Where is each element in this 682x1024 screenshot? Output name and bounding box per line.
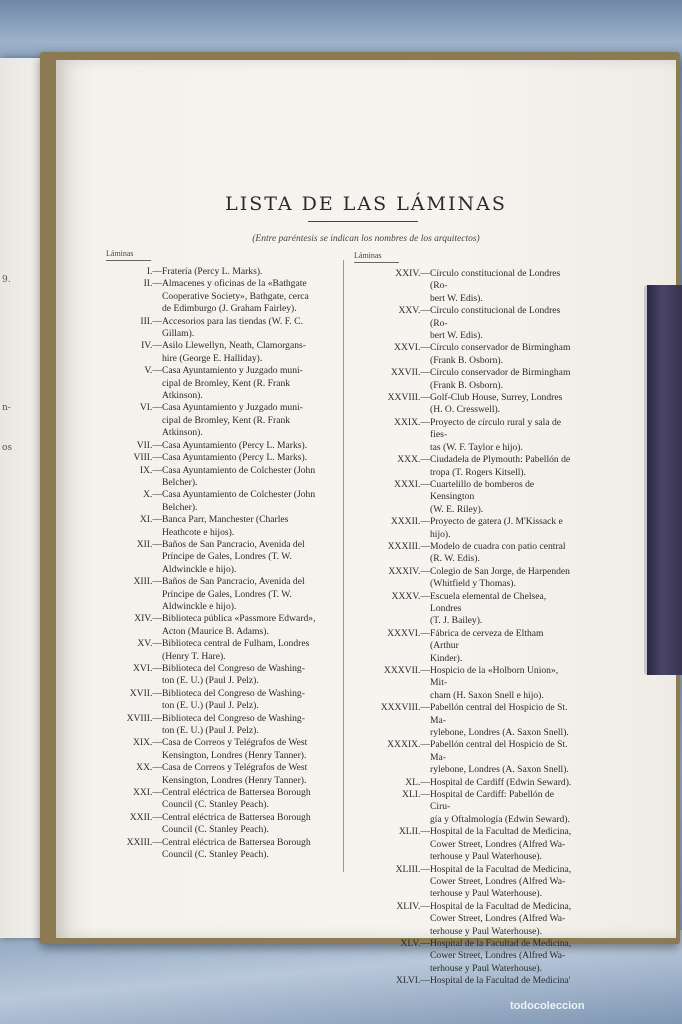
plate-entry: [352, 826, 574, 863]
plate-description-line: (Whitfield y Thomas).: [430, 578, 516, 590]
plate-entry: [352, 268, 574, 305]
plate-description-line: ton (E. U.) (Paul J. Pelz).: [162, 725, 259, 737]
plate-description: [162, 266, 336, 278]
plate-description: [162, 365, 336, 402]
left-plate-list: [104, 266, 336, 862]
plate-description-line: Asilo Llewellyn, Neath, Clamorgans-: [162, 340, 306, 352]
plate-description-line: Casa de Correos y Telégrafos de West: [162, 762, 308, 774]
plate-description-line: Council (C. Stanley Peach).: [162, 824, 269, 836]
plate-description-line: Central eléctrica de Battersea Borough: [162, 836, 311, 848]
plate-description-line: Casa Ayuntamiento (Percy L. Marks).: [162, 452, 308, 464]
left-page-fragment: os: [2, 443, 13, 453]
plate-number: XLVI.—: [395, 975, 430, 987]
plate-number: XXV.—: [398, 305, 430, 317]
plate-number: VII.—: [136, 439, 162, 451]
plate-description-line: Hospital de la Facultad de Medicina,: [430, 937, 572, 949]
plate-description: [430, 342, 574, 367]
plate-description-line: Hospital de Cardiff (Edwin Seward).: [430, 776, 572, 788]
plate-description: [162, 576, 336, 613]
plate-number: XXVIII.—: [387, 392, 430, 404]
plate-number: XLI.—: [402, 789, 430, 801]
plate-entry: [104, 613, 336, 638]
plate-number: XXXI.—: [394, 478, 430, 490]
plate-description-line: Hospital de Cardiff: Pabellón de Ciru-: [430, 789, 554, 813]
plate-number: XV.—: [137, 638, 162, 650]
plate-number: XIV.—: [134, 613, 162, 625]
plate-description-line: Biblioteca pública «Passmore Edward»,: [162, 613, 316, 625]
plate-description-line: Heathcote e hijos).: [162, 526, 235, 538]
page-marker-tab: [644, 285, 682, 675]
plate-description: [430, 417, 574, 454]
plate-description-line: Círculo constitucional de Londres (Ro-: [430, 268, 561, 292]
plate-description-line: cipal de Bromley, Kent (R. Frank: [162, 414, 291, 426]
plate-description-line: Baños de San Pancracio, Avenida del: [162, 538, 305, 550]
plate-description-line: Príncipe de Gales, Londres (T. W.: [162, 551, 292, 563]
plate-entry: [104, 539, 336, 576]
plate-description: [162, 316, 336, 341]
plate-description-line: rylebone, Londres (A. Saxon Snell).: [430, 764, 569, 776]
plate-description-line: ton (E. U.) (Paul J. Pelz).: [162, 675, 259, 687]
plate-description-line: Casa Ayuntamiento de Colchester (John: [162, 489, 316, 501]
column-heading-rule: [106, 260, 151, 261]
plate-number: XLIV.—: [396, 900, 430, 912]
plate-number: XXX.—: [397, 454, 430, 466]
plate-description-line: bert W. Edis).: [430, 292, 483, 304]
plate-description-line: Banca Parr, Manchester (Charles: [162, 514, 289, 526]
plate-description-line: Modelo de cuadra con patio central: [430, 540, 566, 552]
plate-number: XXVII.—: [390, 367, 430, 379]
plate-description: [430, 268, 574, 305]
plate-description: [162, 465, 336, 490]
plate-description-line: hire (George E. Halliday).: [162, 352, 263, 364]
plate-number: III.—: [140, 315, 162, 327]
plate-description-line: Círculo constitucional de Londres (Ro-: [430, 305, 561, 329]
plate-entry: [104, 465, 336, 490]
plate-description: [430, 628, 574, 665]
plate-number: XIX.—: [132, 737, 162, 749]
plate-description-line: Biblioteca del Congreso de Washing-: [162, 712, 305, 724]
plate-description-line: Cower Street, Londres (Alfred Wa-: [430, 913, 566, 925]
plate-description-line: Golf-Club House, Surrey, Londres: [430, 392, 563, 404]
plate-description-line: Fábrica de cerveza de Eltham (Arthur: [430, 627, 544, 652]
plate-description: [430, 665, 574, 702]
plate-description-line: Príncipe de Gales, Londres (T. W.: [162, 588, 292, 600]
plate-number: VI.—: [139, 402, 162, 414]
plate-description-line: Casa Ayuntamiento (Percy L. Marks).: [162, 439, 308, 451]
plate-description-line: Central eléctrica de Battersea Borough: [162, 811, 311, 823]
plate-description-line: Pabellón central del Hospicio de St. Ma-: [430, 702, 568, 726]
plate-description-line: Belcher).: [162, 476, 198, 488]
plate-description-line: Hospicio de la «Holborn Union», Mit-: [430, 665, 559, 689]
plate-number: XXII.—: [129, 811, 162, 823]
plate-number: XXXVII.—: [383, 665, 430, 676]
plate-description-line: tropa (T. Rogers Kitsell).: [430, 466, 527, 478]
plate-description: [430, 566, 574, 591]
plate-description-line: (T. J. Bailey).: [430, 615, 483, 627]
plate-description-line: terhouse y Paul Waterhouse).: [430, 962, 543, 974]
plate-entry: [352, 479, 574, 516]
plate-entry: [104, 402, 336, 439]
plate-description-line: Cower Street, Londres (Alfred Wa-: [430, 838, 566, 850]
plate-description-line: Hospital de la Facultad de Medicina,: [430, 863, 572, 875]
plate-description: [162, 340, 336, 365]
plate-description-line: cipal de Bromley, Kent (R. Frank: [162, 377, 291, 389]
plate-description-line: Círculo conservador de Birmingham: [430, 367, 571, 379]
plate-number: II.—: [143, 278, 162, 290]
page-subtitle: (Entre paréntesis se indican los nombres de los arquitectos): [252, 234, 480, 244]
plate-entry: [104, 688, 336, 713]
plate-entry: [352, 591, 574, 628]
plate-number: XLV.—: [400, 937, 430, 949]
plate-entry: [104, 440, 336, 452]
plate-description-line: Hospital de la Facultad de Medicina': [430, 975, 571, 987]
plate-number: IV.—: [141, 340, 162, 352]
plate-description-line: ton (E. U.) (Paul J. Pelz).: [162, 700, 259, 712]
plate-entry: [352, 566, 574, 591]
plate-description-line: Gillam).: [162, 328, 195, 340]
plate-description-line: Cooperative Society», Bathgate, cerca: [162, 290, 309, 302]
title-underline: [308, 221, 418, 222]
plate-entry: [352, 975, 574, 987]
plate-description: [430, 702, 574, 739]
plate-description-line: Círculo conservador de Birmingham: [430, 342, 571, 354]
plate-entry: [352, 739, 574, 776]
plate-description-line: Ciudadela de Plymouth: Pabellón de: [430, 454, 571, 466]
plate-entry: [352, 305, 574, 342]
plate-entry: [104, 762, 336, 787]
plate-description: [430, 975, 574, 987]
plate-description-line: (Frank B. Osborn).: [430, 354, 504, 366]
plate-entry: [104, 713, 336, 738]
plate-description: [430, 789, 574, 826]
plate-number: XXI.—: [132, 787, 162, 799]
plate-description: [430, 864, 574, 901]
plate-description: [162, 489, 336, 514]
plate-number: XVI.—: [132, 663, 162, 674]
plate-description-line: terhouse y Paul Waterhouse).: [430, 925, 543, 937]
plate-entry: [104, 663, 336, 688]
plate-entry: [104, 452, 336, 464]
plate-number: X.—: [143, 489, 162, 501]
plate-description-line: hijo).: [430, 528, 451, 540]
plate-description-line: cham (H. Saxon Snell e hijo).: [430, 689, 544, 701]
plate-entry: [352, 392, 574, 417]
plate-number: XL.—: [405, 776, 430, 788]
plate-description-line: Atkinson).: [162, 390, 203, 402]
plate-description: [430, 739, 574, 776]
plate-entry: [352, 702, 574, 739]
plate-description-line: Hospital de la Facultad de Medicina,: [430, 900, 572, 912]
plate-description: [430, 938, 574, 975]
plate-description-line: (W. E. Riley).: [430, 503, 484, 515]
plate-description-line: Atkinson).: [162, 427, 203, 439]
plate-description: [162, 812, 336, 837]
plate-description-line: terhouse y Paul Waterhouse).: [430, 851, 543, 863]
plate-entry: [352, 938, 574, 975]
plate-number: IX.—: [139, 464, 162, 476]
plate-number: I.—: [146, 266, 162, 277]
plate-description: [430, 479, 574, 516]
plate-description: [162, 762, 336, 787]
plate-number: XII.—: [136, 538, 162, 550]
column-heading-label: Láminas: [354, 251, 382, 260]
plate-entry: [352, 417, 574, 454]
plate-entry: [352, 665, 574, 702]
plate-description: [430, 305, 574, 342]
plate-description-line: Acton (Maurice B. Adams).: [162, 625, 269, 637]
plate-entry: [352, 516, 574, 541]
plate-description-line: (H. O. Cresswell).: [430, 404, 501, 416]
plate-description-line: Almacenes y oficinas de la «Bathgate: [162, 278, 307, 290]
plate-description-line: Baños de San Pancracio, Avenida del: [162, 576, 305, 588]
plate-number: XXIV.—: [395, 268, 430, 279]
plate-description: [162, 638, 336, 663]
plate-entry: [104, 316, 336, 341]
plate-entry: [352, 541, 574, 566]
column-divider: [343, 260, 344, 872]
plate-entry: [352, 864, 574, 901]
plate-entry: [104, 278, 336, 315]
plate-description-line: terhouse y Paul Waterhouse).: [430, 888, 543, 900]
plate-description-line: Biblioteca del Congreso de Washing-: [162, 687, 305, 699]
plate-description: [430, 777, 574, 789]
plate-number: XXXIII.—: [387, 540, 430, 552]
plate-description-line: bert W. Edis).: [430, 330, 483, 342]
plate-entry: [104, 514, 336, 539]
plate-description-line: Pabellón central del Hospicio de St. Ma-: [430, 739, 568, 763]
plate-description-line: Escuela elemental de Chelsea, Londres: [430, 590, 547, 614]
plate-entry: [352, 901, 574, 938]
watermark: todocoleccion: [510, 1000, 585, 1012]
plate-description-line: Casa Ayuntamiento y Juzgado muni-: [162, 365, 303, 377]
plate-entry: [104, 365, 336, 402]
plate-entry: [104, 812, 336, 837]
left-page-fragment: n-: [2, 403, 11, 413]
plate-description: [162, 514, 336, 539]
plate-description-line: Accesorios para las tiendas (W. F. C.: [162, 315, 303, 327]
plate-description-line: Biblioteca del Congreso de Washing-: [162, 663, 305, 674]
plate-description-line: de Edimburgo (J. Graham Fairley).: [162, 303, 297, 315]
plate-description: [430, 826, 574, 863]
plate-description-line: Casa Ayuntamiento y Juzgado muni-: [162, 402, 303, 414]
plate-number: XXIII.—: [126, 836, 162, 848]
plate-description: [162, 837, 336, 862]
plate-description-line: Fratería (Percy L. Marks).: [162, 266, 263, 277]
book-page: [56, 60, 676, 987]
plate-description: [162, 787, 336, 812]
column-heading-rule: [354, 262, 399, 263]
plate-number: XIII.—: [133, 576, 162, 588]
plate-description-line: Biblioteca central de Fulham, Londres: [162, 638, 310, 650]
plate-number: XXXIX.—: [387, 739, 430, 751]
right-column-heading: [354, 251, 399, 263]
plate-entry: [352, 628, 574, 665]
plate-description: [430, 516, 574, 541]
plate-description: [162, 440, 336, 452]
plate-description-line: Casa Ayuntamiento de Colchester (John: [162, 464, 316, 476]
plate-number: XXXV.—: [391, 590, 430, 602]
plate-description: [162, 613, 336, 638]
plate-description-line: Kinder).: [430, 652, 463, 664]
plate-number: XVII.—: [129, 687, 162, 699]
plate-description-line: Aldwinckle e hijo).: [162, 600, 237, 612]
plate-number: XXXVI.—: [387, 627, 430, 639]
plate-description: [162, 452, 336, 464]
plate-description-line: Kensington, Londres (Henry Tanner).: [162, 774, 307, 786]
plate-description: [162, 278, 336, 315]
plate-number: XXIX.—: [394, 416, 430, 428]
column-heading-label: Láminas: [106, 249, 134, 258]
plate-description-line: Kensington, Londres (Henry Tanner).: [162, 749, 307, 761]
plate-description-line: Cower Street, Londres (Alfred Wa-: [430, 950, 566, 962]
plate-entry: [104, 837, 336, 862]
plate-description: [162, 402, 336, 439]
plate-entry: [104, 340, 336, 365]
plate-description: [162, 539, 336, 576]
plate-description: [162, 688, 336, 713]
plate-description: [162, 663, 336, 688]
plate-number: XVIII.—: [126, 712, 162, 724]
plate-entry: [104, 266, 336, 278]
plate-description-line: Casa de Correos y Telégrafos de West: [162, 737, 308, 749]
plate-description-line: Central eléctrica de Battersea Borough: [162, 787, 311, 799]
plate-entry: [352, 777, 574, 789]
plate-description: [162, 713, 336, 738]
left-page-fragment: 9.: [2, 275, 11, 285]
left-column-heading: [106, 249, 151, 261]
plate-description-line: Cower Street, Londres (Alfred Wa-: [430, 875, 566, 887]
plate-number: XX.—: [136, 762, 162, 774]
plate-entry: [104, 576, 336, 613]
plate-description-line: Hospital de la Facultad de Medicina,: [430, 826, 572, 838]
plate-description: [430, 901, 574, 938]
plate-description: [430, 591, 574, 628]
plate-number: XLII.—: [398, 826, 430, 838]
plate-description: [430, 454, 574, 479]
plate-entry: [104, 737, 336, 762]
plate-number: XXVI.—: [394, 342, 430, 354]
plate-entry: [104, 489, 336, 514]
right-plate-list: [352, 268, 574, 988]
plate-description: [430, 392, 574, 417]
plate-number: XXXVIII.—: [380, 702, 430, 714]
plate-description: [430, 367, 574, 392]
plate-number: VIII.—: [133, 452, 162, 464]
plate-entry: [352, 454, 574, 479]
plate-entry: [104, 638, 336, 663]
plate-description-line: Cuartelillo de bomberos de Kensington: [430, 478, 535, 503]
plate-number: XI.—: [139, 514, 162, 526]
plate-description-line: Belcher).: [162, 501, 198, 513]
plate-description-line: Colegio de San Jorge, de Harpenden: [430, 565, 570, 577]
plate-number: V.—: [144, 365, 162, 377]
plate-entry: [104, 787, 336, 812]
plate-description-line: Proyecto de círculo rural y sala de fies-: [430, 416, 562, 441]
plate-description-line: Council (C. Stanley Peach).: [162, 799, 269, 811]
plate-description-line: Proyecto de gatera (J. M'Kissack e: [430, 516, 563, 528]
plate-description-line: (R. W. Edis).: [430, 553, 480, 565]
plate-description-line: (Henry T. Hare).: [162, 650, 226, 662]
plate-description-line: rylebone, Londres (A. Saxon Snell).: [430, 727, 569, 739]
plate-description-line: tas (W. F. Taylor e hijo).: [430, 441, 523, 453]
plate-description-line: gía y Oftalmología (Edwin Seward).: [430, 813, 570, 825]
plate-description-line: Aldwinckle e hijo).: [162, 563, 237, 575]
plate-entry: [352, 342, 574, 367]
plate-entry: [352, 367, 574, 392]
plate-description-line: Council (C. Stanley Peach).: [162, 849, 269, 861]
plate-description: [162, 737, 336, 762]
plate-number: XXXII.—: [390, 516, 430, 528]
plate-number: XLIII.—: [395, 863, 430, 875]
page-title: LISTA DE LAS LÁMINAS: [225, 193, 507, 215]
plate-entry: [352, 789, 574, 826]
plate-description: [430, 541, 574, 566]
plate-description-line: (Frank B. Osborn).: [430, 379, 504, 391]
plate-number: XXXIV.—: [388, 565, 430, 577]
